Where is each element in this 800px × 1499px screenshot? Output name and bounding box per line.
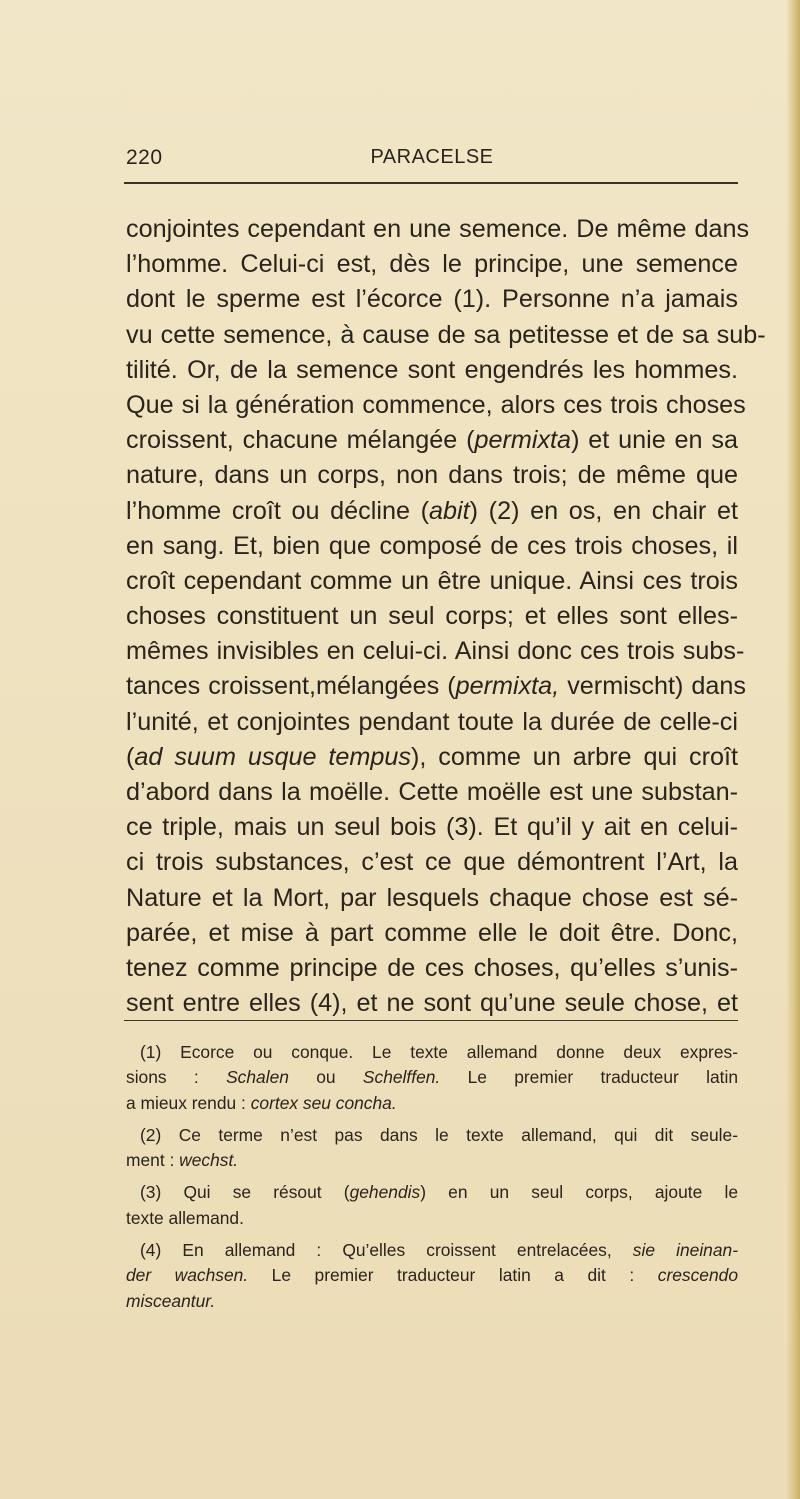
footnote-line xyxy=(126,1289,738,1314)
body-line: tances croissent,mélangées (permixta, vermischt) dans xyxy=(126,672,746,701)
body-line: croissent, chacune mélangée (permixta) et unie en sa xyxy=(126,426,738,455)
italic-text: crescendo xyxy=(657,1265,738,1286)
body-text xyxy=(126,212,766,1021)
italic-text: ad suum usque tempus xyxy=(134,742,411,771)
body-line: ci trois substances, c’est ce que démontrent l’Art, la xyxy=(126,848,738,877)
body-line: conjointes cependant en une semence. De même dans xyxy=(126,215,750,243)
footnote-line: a mieux rendu : cortex seu concha. xyxy=(126,1092,397,1113)
footnote-line: ment : wechst. xyxy=(126,1150,239,1171)
body-line: ce triple, mais un seul bois (3). Et qu’il y ait en celui- xyxy=(126,813,738,842)
body-line: Que si la génération commence, alors ces trois choses xyxy=(126,390,746,419)
footnote-line: (2) Ce terme n’est pas dans le texte allemand, qui dit seule- xyxy=(140,1124,738,1145)
body-line: dont le sperme est l’écorce (1). Personne n’a jamais xyxy=(126,285,738,314)
body-line: mêmes invisibles en celui-ci. Ainsi donc ces trois subs- xyxy=(126,637,745,666)
header-rule xyxy=(124,182,738,184)
italic-text: Schalen xyxy=(226,1067,289,1088)
body-line: tilité. Or, de la semence sont engendrés les hommes. xyxy=(126,355,738,384)
italic-text: permixta xyxy=(474,426,572,455)
page-edge xyxy=(786,0,800,1499)
italic-text: gehendis xyxy=(349,1182,421,1203)
body-line: en sang. Et, bien que composé de ces trois choses, il xyxy=(126,531,738,560)
body-line: vu cette semence, à cause de sa petitesse et de sa sub- xyxy=(126,320,766,349)
body-line: croît cependant comme un être unique. Ainsi ces trois xyxy=(126,566,738,595)
footnote-line: sions : Schalen ou Schelffen. Le premier traducteur latin xyxy=(126,1067,739,1088)
body-line: l’unité, et conjointes pendant toute la durée de celle-ci xyxy=(126,707,738,736)
italic-text: misceantur. xyxy=(126,1290,216,1311)
footnote-line: texte allemand. xyxy=(126,1207,244,1228)
body-line: (ad suum usque tempus), comme un arbre qui croît xyxy=(126,742,738,771)
footnote xyxy=(126,1123,738,1174)
footnote-rule xyxy=(124,1020,738,1021)
body-line: tenez comme principe de ces choses, qu’elles s’unis- xyxy=(126,953,738,982)
body-line: nature, dans un corps, non dans trois; de même que xyxy=(126,461,738,490)
body-line: choses constituent un seul corps; et elles sont elles- xyxy=(126,602,738,631)
page-number: 220 xyxy=(126,146,163,169)
italic-text: der wachsen. xyxy=(126,1265,249,1286)
footnote-line: der wachsen. Le premier traducteur latin a dit : crescendo xyxy=(126,1265,738,1286)
footnote-line: (3) Qui se résout (gehendis) en un seul corps, ajoute le xyxy=(140,1182,738,1203)
body-line: l’homme. Celui-ci est, dès le principe, une semence xyxy=(126,250,738,279)
running-title: PARACELSE xyxy=(370,146,494,168)
italic-text: sie ineinan- xyxy=(632,1240,738,1261)
footnote xyxy=(126,1040,738,1116)
body-line: d’abord dans la moëlle. Cette moëlle est une substan- xyxy=(126,778,738,806)
page-header xyxy=(126,146,738,176)
body-line: Nature et la Mort, par lesquels chaque chose est sé- xyxy=(126,883,738,912)
body-line: parée, et mise à part comme elle le doit être. Donc, xyxy=(126,918,738,947)
italic-text: abit xyxy=(429,496,470,525)
footnote-line: (1) Ecorce ou conque. Le texte allemand donne deux expres- xyxy=(140,1042,738,1062)
italic-text: permixta, xyxy=(455,672,560,701)
body-line: sent entre elles (4), et ne sont qu’une seule chose, et xyxy=(126,989,738,1018)
body-line: l’homme croît ou décline (abit) (2) en os, en chair et xyxy=(126,496,738,525)
italic-text: wechst. xyxy=(179,1150,239,1171)
italic-text: cortex seu concha. xyxy=(250,1092,397,1113)
italic-text: Schelffen. xyxy=(362,1067,441,1088)
footnote xyxy=(126,1180,738,1231)
footnote xyxy=(126,1238,738,1314)
footnotes xyxy=(126,1040,738,1321)
footnote-line: (4) En allemand : Qu’elles croissent entrelacées, sie ineinan- xyxy=(140,1240,738,1261)
